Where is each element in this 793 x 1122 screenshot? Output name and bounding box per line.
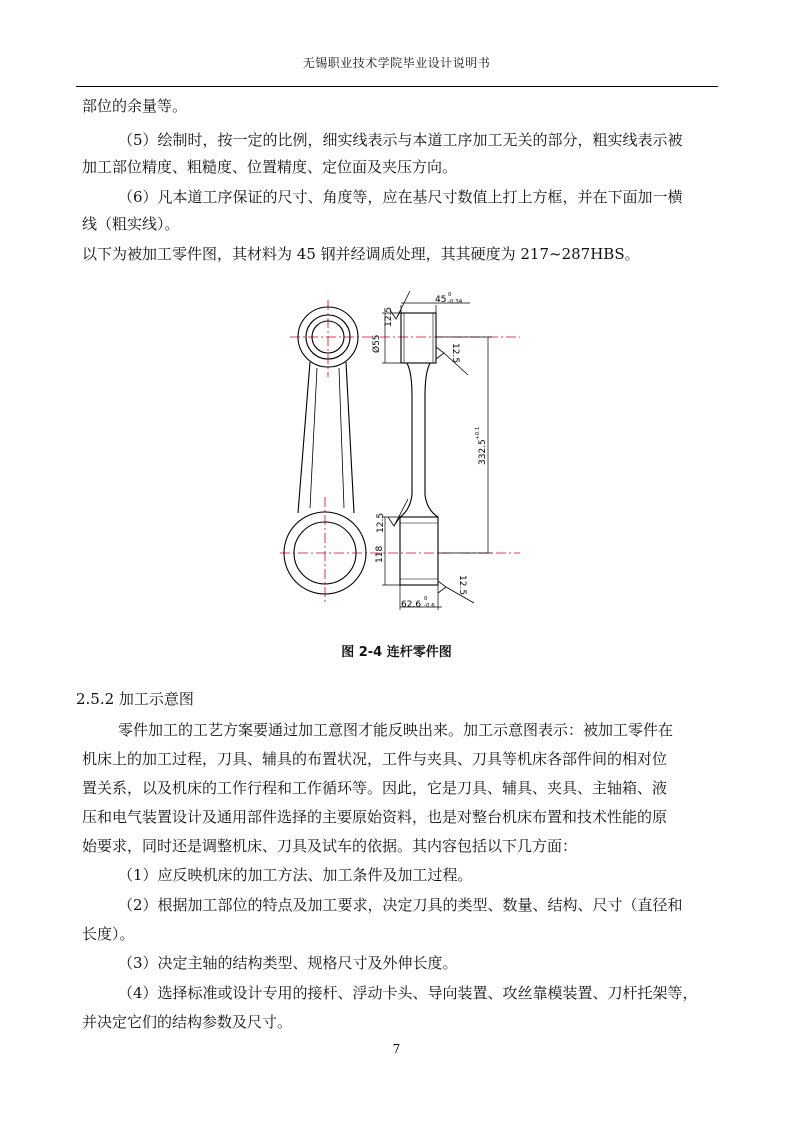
paragraph-line: 部位的余量等。 — [82, 97, 188, 115]
dimension-lines — [382, 303, 492, 610]
paragraph-line: （1）应反映机床的加工方法、加工条件及加工过程。 — [118, 866, 473, 884]
connecting-rod-drawing — [270, 285, 520, 620]
paragraph-line: 置关系，以及机床的工作行程和工作循环等。因此，它是刀具、辅具、夹具、主轴箱、液 — [82, 779, 668, 797]
paragraph-line: 压和电气装置设计及通用部件选择的主要原始资料，也是对整台机床布置和技术性能的原 — [82, 808, 668, 826]
dia-small-label: Ø55 — [372, 334, 382, 353]
page-number: 7 — [392, 1042, 401, 1056]
paragraph-line: 线（粗实线）。 — [82, 215, 180, 233]
height-big-label: 118 — [375, 545, 385, 563]
side-small-end — [401, 313, 436, 363]
center-distance-label: 332.5 — [478, 439, 488, 465]
top-width-label: 45 — [435, 295, 447, 305]
top-width-tol-upper: 0 — [448, 292, 452, 298]
paragraph-line: （6）凡本道工序保证的尺寸、角度等，应在基尺寸数值上打上方框，并在下面加一横 — [118, 188, 683, 206]
bottom-width-tol-upper: 0 — [424, 596, 428, 602]
paragraph-line: 并决定它们的结构参数及尺寸。 — [82, 1013, 293, 1031]
side-big-end — [400, 517, 438, 585]
paragraph-line: 加工部位精度、粗糙度、位置精度、定位面及夹压方向。 — [82, 158, 458, 176]
paragraph-line: （2）根据加工部位的特点及加工要求，决定刀具的类型、数量、结构、尺寸（直径和 — [118, 896, 683, 914]
paragraph-line: （3）决定主轴的结构类型、规格尺寸及外伸长度。 — [118, 954, 458, 972]
paragraph-line: 长度）。 — [82, 925, 135, 943]
side-view — [400, 313, 438, 585]
side-shank — [400, 363, 438, 517]
figure-caption: 图 2-4 连杆零件图 — [341, 645, 452, 660]
roughness-bottom-right-label: 12.5 — [457, 575, 467, 596]
roughness-bottom-left-label: 12.5 — [376, 512, 386, 533]
shank-outline — [298, 362, 354, 513]
paragraph-line: 以下为被加工零件图，其材料为 45 钢并经调质处理，其其硬度为 217~287HBS。 — [82, 245, 640, 263]
paragraph-line: 机床上的加工过程，刀具、辅具的布置状况，工件与夹具、刀具等机床各部件间的相对位 — [82, 750, 668, 768]
dimension-labels — [371, 292, 488, 610]
bottom-width-tol-lower: -0.6 — [424, 603, 435, 609]
center-distance-tol: +0.1 — [475, 426, 481, 440]
header-rule — [76, 86, 718, 87]
shank-inner — [310, 368, 344, 508]
roughness-right-top-label: 12.5 — [450, 343, 460, 364]
paragraph-line: （4）选择标准或设计专用的接杆、浮动卡头、导向装置、攻丝靠模装置、刀杆托架等， — [118, 984, 698, 1002]
bottom-width-label: 62.6 — [401, 600, 422, 610]
paragraph-line: （5）绘制时，按一定的比例，细实线表示与本道工序加工无关的部分，粗实线表示被 — [118, 131, 683, 149]
top-width-tol-lower: -0.34 — [448, 299, 463, 305]
paragraph-line: 零件加工的工艺方案要通过加工意图才能反映出来。加工示意图表示：被加工零件在 — [118, 721, 674, 739]
roughness-bottom-right-icon — [438, 581, 474, 603]
section-title: 2.5.2 加工示意图 — [76, 690, 194, 708]
page-header: 无锡职业技术学院毕业设计说明书 — [302, 56, 491, 70]
paragraph-line: 始要求，同时还是调整机床、刀具及试车的依据。其内容包括以下几方面： — [82, 837, 578, 855]
roughness-top-label: 12.5 — [384, 306, 394, 327]
front-view — [284, 307, 366, 594]
